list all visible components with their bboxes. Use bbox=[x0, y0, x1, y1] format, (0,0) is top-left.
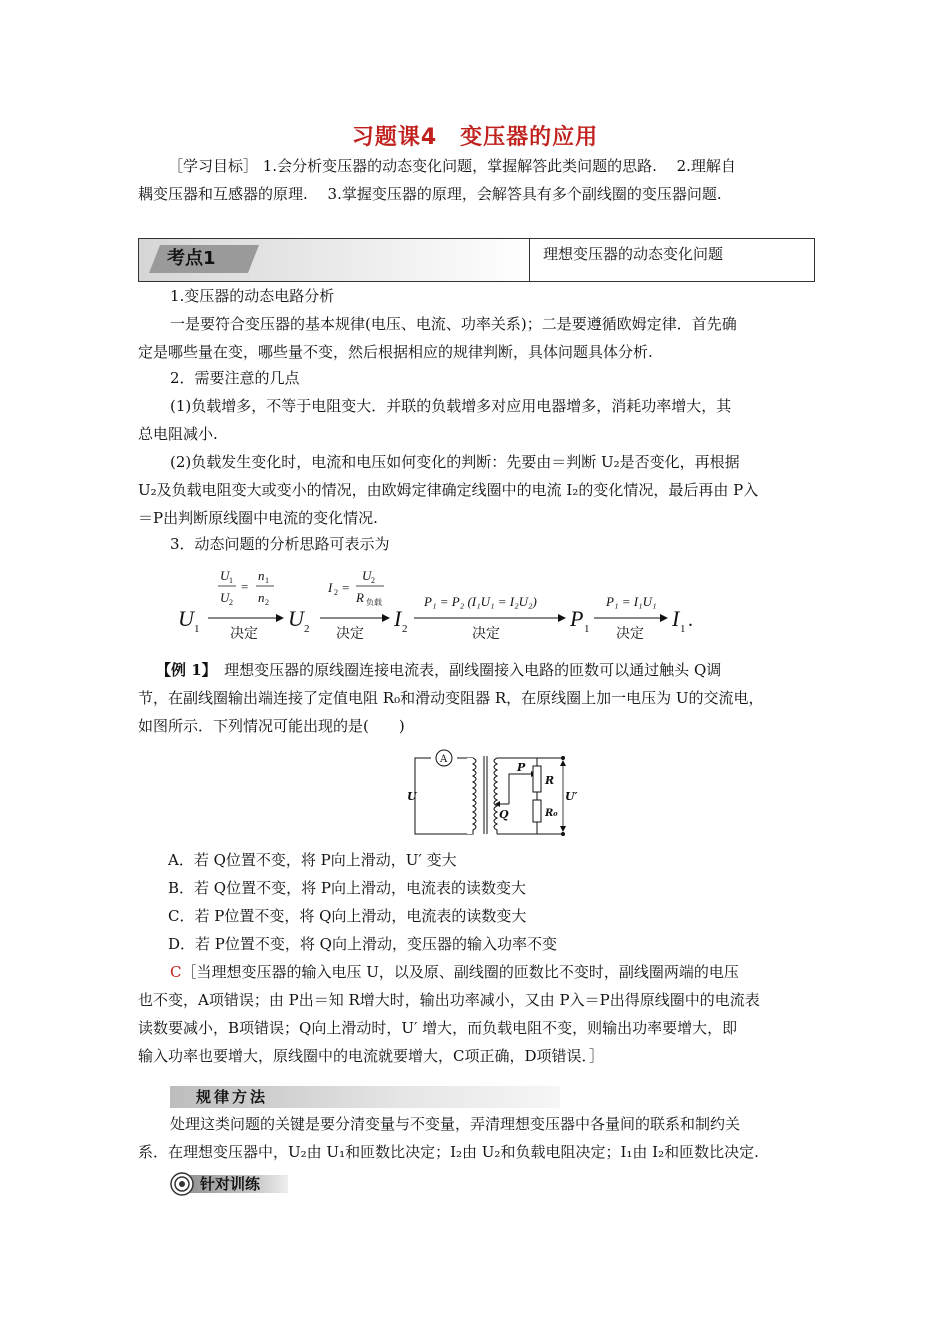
f1-num-right: n bbox=[258, 568, 265, 583]
section-2-p1-line-2: 总电阻减小. bbox=[138, 425, 218, 443]
option-c[interactable]: C．若 P位置不变，将 Q向上滑动，电流表的读数变大 bbox=[168, 907, 527, 925]
flow-decide-1: 决定 bbox=[230, 627, 258, 642]
f1-den-right: n bbox=[258, 590, 265, 605]
f2-den: R bbox=[356, 590, 364, 605]
kaodian-topic: 理想变压器的动态变化问题 bbox=[543, 245, 724, 263]
f2-lhs: I bbox=[328, 580, 333, 595]
flow-i1-sub: 1 bbox=[680, 623, 686, 635]
resistor-r0 bbox=[533, 800, 541, 822]
output-terminal-bottom bbox=[561, 832, 565, 836]
f1-num-right-sub: 1 bbox=[265, 576, 269, 585]
example-line-1 bbox=[138, 656, 816, 684]
section-2-p2-line-3: ＝P出判断原线圈中电流的变化情况. bbox=[138, 509, 378, 527]
f1-num-left: U bbox=[220, 568, 230, 583]
section-3 bbox=[138, 530, 816, 558]
kaodian-badge-label: 考点1 bbox=[167, 248, 216, 269]
method-line-1: 处理这类问题的关键是要分清变量与不变量，弄清理想变压器中各量间的联系和制约关 bbox=[170, 1115, 741, 1133]
flow-u2: U bbox=[288, 606, 304, 631]
f2-den-sub: 负载 bbox=[366, 598, 382, 607]
secondary-bottom-wire bbox=[497, 822, 537, 834]
page-title: 习题课4 变压器的应用 bbox=[351, 125, 599, 150]
flow-decide-4: 决定 bbox=[616, 627, 644, 642]
answer-line-2: 也不变，A项错误；由 P出＝知 R增大时，输出功率减小，又由 P入＝P出得原线圈中的电流表 bbox=[138, 991, 760, 1009]
circuit-u-label: U bbox=[407, 790, 417, 803]
f1-eq: = bbox=[241, 579, 249, 594]
flow-p1-sub: 1 bbox=[584, 623, 590, 635]
example-line-3: 如图所示．下列情况可能出现的是( ) bbox=[138, 717, 405, 735]
example-line-1-text: 理想变压器的原线圈连接电流表，副线圈接入电路的匝数可以通过触头 Q调 bbox=[209, 661, 722, 679]
f2-eq: = bbox=[342, 580, 350, 595]
flow-end-dot: . bbox=[688, 609, 693, 631]
method-banner-label: 规律方法 bbox=[196, 1088, 269, 1106]
objectives-line-2: 耦变压器和互感器的原理. 3.掌握变压器的原理，会解答具有多个副线圈的变压器问题. bbox=[138, 185, 722, 203]
flow-i1: I bbox=[672, 606, 680, 631]
primary-wire bbox=[415, 758, 473, 834]
f4-formula: P₁ = I₁U₁ bbox=[606, 594, 657, 609]
answer-line-1-text: ［当理想变压器的输入电压 U，以及原、副线圈的匝数比不变时，副线圈两端的电压 bbox=[181, 963, 739, 981]
flow-i2-sub: 2 bbox=[402, 623, 408, 635]
section-3-heading: 3．动态问题的分析思路可表示为 bbox=[170, 535, 390, 553]
uprime-arrowhead-bottom bbox=[560, 826, 566, 832]
option-b[interactable]: B．若 Q位置不变，将 P向上滑动，电流表的读数变大 bbox=[168, 879, 526, 897]
flow-arrowhead-3 bbox=[558, 614, 566, 622]
flow-u1-sub: 1 bbox=[194, 623, 200, 635]
f2-num: U bbox=[362, 568, 372, 583]
answer-line-3: 读数要减小，B项错误；Q向上滑动时，U′ 增大，而负载电阻不变，则输出功率要增大，即 bbox=[138, 1019, 738, 1037]
section-2-p1-line-1: (1)负载增多，不等于电阻变大．并联的负载增多对应用电器增多，消耗功率增大，其 bbox=[170, 397, 732, 415]
section-2-heading: 2．需要注意的几点 bbox=[170, 369, 300, 387]
section-1 bbox=[138, 282, 816, 366]
section-2-p2-line-2: U₂及负载电阻变大或变小的情况，由欧姆定律确定线圈中的电流 I₂的变化情况，最后再由 P入 bbox=[138, 481, 759, 499]
section-2 bbox=[138, 364, 816, 532]
flow-decide-2: 决定 bbox=[336, 627, 364, 642]
r0-label: R₀ bbox=[545, 808, 558, 819]
section-1-line-2: 定是哪些量在变，哪些量不变，然后根据相应的规律判断，具体问题具体分析. bbox=[138, 343, 653, 361]
training-banner-label: 针对训练 bbox=[200, 1175, 261, 1193]
r-label: R bbox=[545, 774, 555, 787]
f1-den-left: U bbox=[220, 590, 230, 605]
f2-num-sub: 2 bbox=[371, 576, 375, 585]
method-banner bbox=[170, 1086, 560, 1108]
example-line-2: 节，在副线圈输出端连接了定值电阻 R₀和滑动变阻器 R，在原线圈上加一电压为 U的交流电， bbox=[138, 689, 764, 707]
f1-den-right-sub: 2 bbox=[265, 598, 269, 607]
analysis-flow-diagram bbox=[170, 562, 730, 648]
answer-letter: C bbox=[170, 963, 182, 981]
section-1-heading: 1.变压器的动态电路分析 bbox=[170, 287, 335, 305]
method-line-2: 系．在理想变压器中，U₂由 U₁和匝数比决定；I₂由 U₂和负载电阻决定；I₁由 I₂和匝数比决定. bbox=[138, 1143, 759, 1161]
method-text bbox=[138, 1110, 816, 1166]
flow-arrowhead-4 bbox=[660, 614, 668, 622]
resistor-r bbox=[533, 766, 541, 792]
p-label: P bbox=[517, 761, 526, 774]
output-terminal-top bbox=[561, 756, 565, 760]
ammeter-label: A bbox=[440, 754, 448, 765]
flow-u1: U bbox=[178, 606, 194, 631]
answer-explanation bbox=[138, 958, 816, 1070]
f1-den-left-sub: 2 bbox=[229, 598, 233, 607]
flow-p1: P bbox=[570, 606, 584, 631]
transformer-circuit-diagram bbox=[405, 744, 583, 836]
learning-objectives bbox=[138, 152, 816, 208]
flow-decide-3: 决定 bbox=[472, 627, 500, 642]
uprime-arrowhead-top bbox=[560, 760, 566, 766]
example-label: 【例 1】 bbox=[156, 661, 210, 679]
answer-line-1 bbox=[138, 958, 816, 986]
flow-arrowhead-1 bbox=[276, 614, 284, 622]
section-1-line-1: 一是要符合变压器的基本规律(电压、电流、功率关系)；二是要遵循欧姆定律．首先确 bbox=[170, 315, 737, 333]
option-d[interactable]: D．若 P位置不变，将 Q向上滑动，变压器的输入功率不变 bbox=[168, 935, 557, 953]
flow-arrowhead-2 bbox=[382, 614, 390, 622]
p-slider-wire bbox=[509, 774, 531, 804]
section-2-p2-line-1: (2)负载发生变化时，电流和电压如何变化的判断：先要由＝判断 U₂是否变化，再根据 bbox=[170, 453, 740, 471]
secondary-coil bbox=[494, 758, 497, 834]
answer-line-4: 输入功率也要增大，原线圈中的电流就要增大，C项正确，D项错误．］ bbox=[138, 1047, 605, 1065]
f1-num-left-sub: 1 bbox=[229, 576, 233, 585]
kaodian-header bbox=[138, 238, 815, 282]
f2-lhs-sub: 2 bbox=[334, 588, 338, 597]
option-a[interactable]: A．若 Q位置不变，将 P向上滑动，U′ 变大 bbox=[168, 851, 457, 869]
flow-i2: I bbox=[394, 606, 402, 631]
kaodian-badge-area bbox=[139, 239, 530, 281]
example-1 bbox=[138, 656, 816, 740]
q-label: Q bbox=[499, 808, 509, 821]
training-banner bbox=[170, 1172, 288, 1196]
flow-u2-sub: 2 bbox=[304, 623, 310, 635]
uprime-label: U′ bbox=[565, 790, 578, 803]
f3-formula: P₁ = P₂ (I₁U₁ = I₂U₂) bbox=[424, 594, 537, 609]
target-icon bbox=[170, 1172, 194, 1196]
objectives-line-1: ［学习目标］ 1.会分析变压器的动态变化问题，掌握解答此类问题的思路. 2.理解自 bbox=[168, 157, 736, 175]
